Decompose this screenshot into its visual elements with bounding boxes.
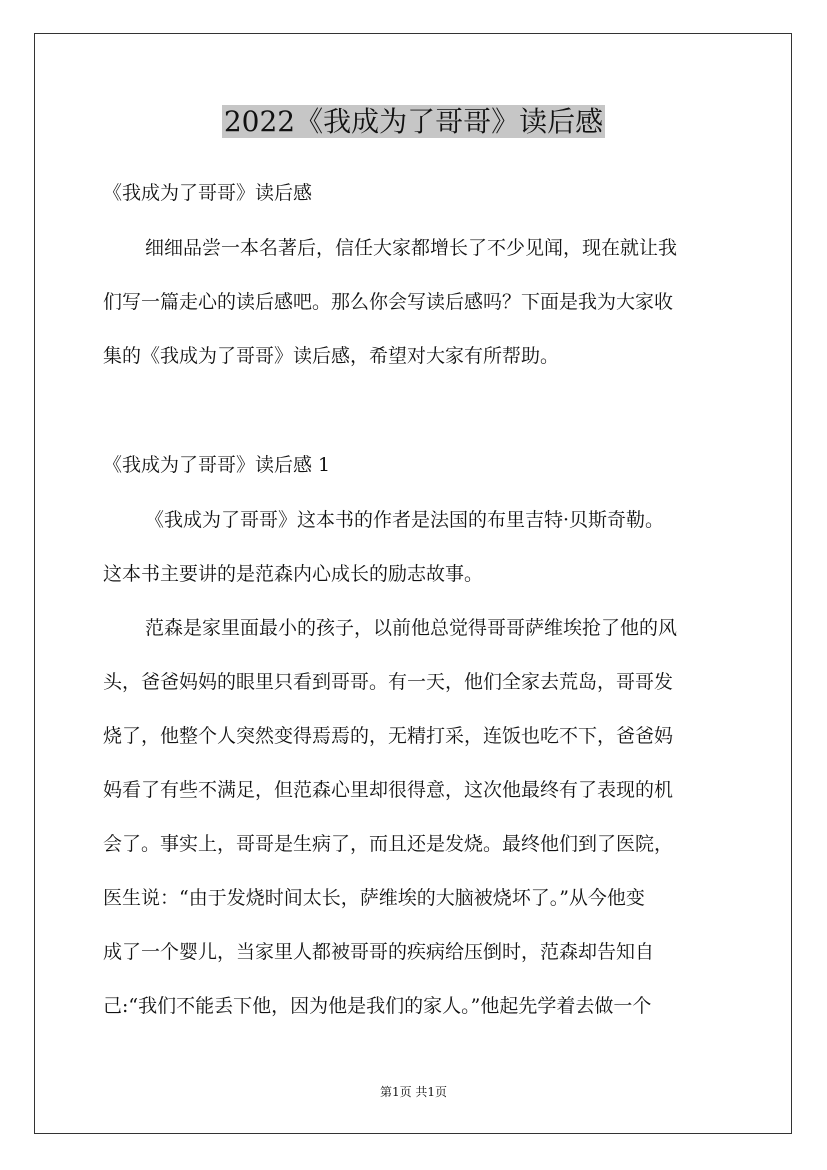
page-number: 第1页 共1页 — [379, 1085, 448, 1099]
paragraph-line: 医生说：“由于发烧时间太长，萨维埃的大脑被烧坏了。”从今他变 — [103, 887, 645, 909]
intro-line: 集的《我成为了哥哥》读后感，希望对大家有所帮助。 — [103, 345, 560, 367]
paragraph-line: 这本书主要讲的是范森内心成长的励志故事。 — [103, 563, 484, 585]
intro-line: 们写一篇走心的读后感吧。那么你会写读后感吗？下面是我为大家收 — [103, 291, 674, 313]
subtitle: 《我成为了哥哥》读后感 — [103, 182, 313, 204]
paragraph-line: 妈看了有些不满足，但范森心里却很得意，这次他最终有了表现的机 — [103, 779, 674, 801]
document-title: 2022《我成为了哥哥》读后感 — [223, 105, 604, 138]
paragraph-line: 会了。事实上，哥哥是生病了，而且还是发烧。最终他们到了医院， — [103, 833, 674, 855]
paragraph-line: 己:“我们不能丢下他，因为他是我们的家人。”他起先学着去做一个 — [103, 995, 652, 1017]
section-heading: 《我成为了哥哥》读后感 1 — [103, 454, 331, 476]
paragraph-line: 头，爸爸妈妈的眼里只看到哥哥。有一天，他们全家去荒岛，哥哥发 — [103, 671, 674, 693]
paragraph-line: 范森是家里面最小的孩子，以前他总觉得哥哥萨维埃抢了他的风 — [145, 617, 678, 639]
paragraph-line: 烧了，他整个人突然变得焉焉的，无精打采，连饭也吃不下，爸爸妈 — [103, 725, 674, 747]
paragraph-line: 成了一个婴儿，当家里人都被哥哥的疾病给压倒时，范森却告知自 — [103, 941, 655, 963]
intro-line: 细细品尝一本名著后，信任大家都增长了不少见闻，现在就让我 — [145, 237, 678, 259]
paragraph-line: 《我成为了哥哥》这本书的作者是法国的布里吉特·贝斯奇勒。 — [145, 509, 665, 531]
